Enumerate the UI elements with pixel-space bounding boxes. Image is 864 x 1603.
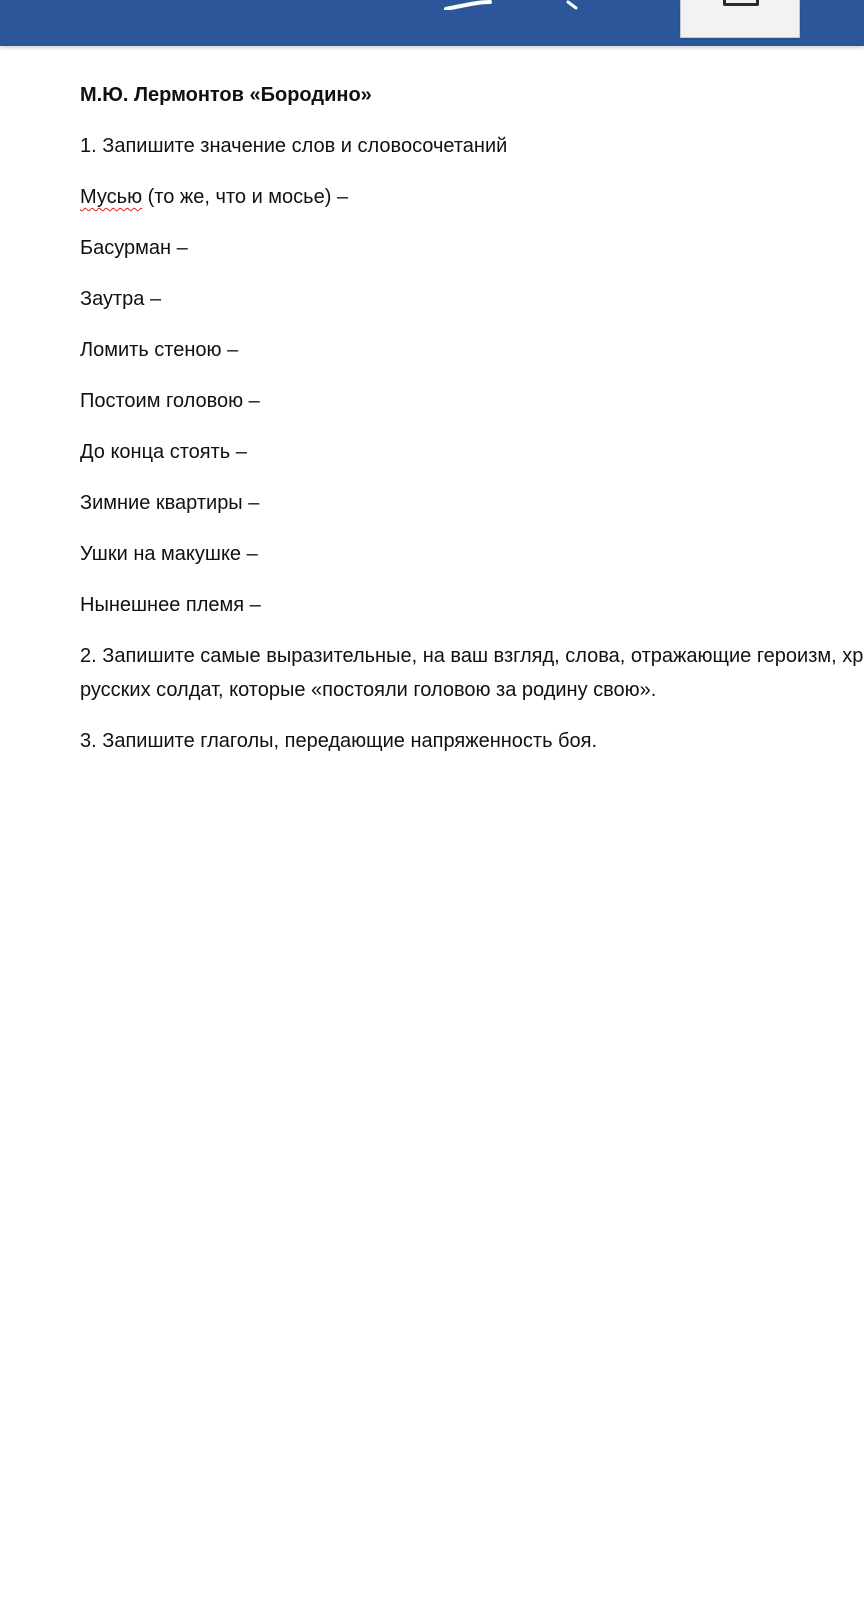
term-line: Заутра – [80, 288, 162, 310]
corner-button[interactable] [680, 0, 800, 38]
term-line: Постоим головою – [80, 390, 260, 412]
term-line-misyu [80, 180, 864, 214]
spelling-error-word[interactable]: Мусью [80, 186, 143, 208]
task-2-line-1: 2. Запишите самые выразительные, на ваш взгляд, слова, отражающие героизм, хр [80, 645, 864, 667]
term-line: Ломить стеною – [80, 339, 239, 361]
term-line: Басурман – [80, 237, 188, 259]
term-definition: (то же, что и мосье) – [142, 186, 349, 208]
document-title: М.Ю. Лермонтов «Бородино» [80, 84, 372, 106]
term-line: Зимние квартиры – [80, 492, 260, 514]
term-line: До конца стоять – [80, 441, 247, 463]
task-3: 3. Запишите глаголы, передающие напряженность боя. [80, 730, 598, 752]
swoosh-logo-icon [440, 0, 600, 10]
document-body [80, 78, 864, 775]
task-1: 1. Запишите значение слов и словосочетаний [80, 135, 508, 157]
app-header [0, 0, 864, 46]
task-2 [80, 639, 864, 707]
window-icon [723, 0, 759, 6]
term-line: Ушки на макушке – [80, 543, 258, 565]
term-line: Нынешнее племя – [80, 594, 261, 616]
task-2-line-2: русских солдат, которые «постояли головою за родину свою». [80, 679, 657, 701]
